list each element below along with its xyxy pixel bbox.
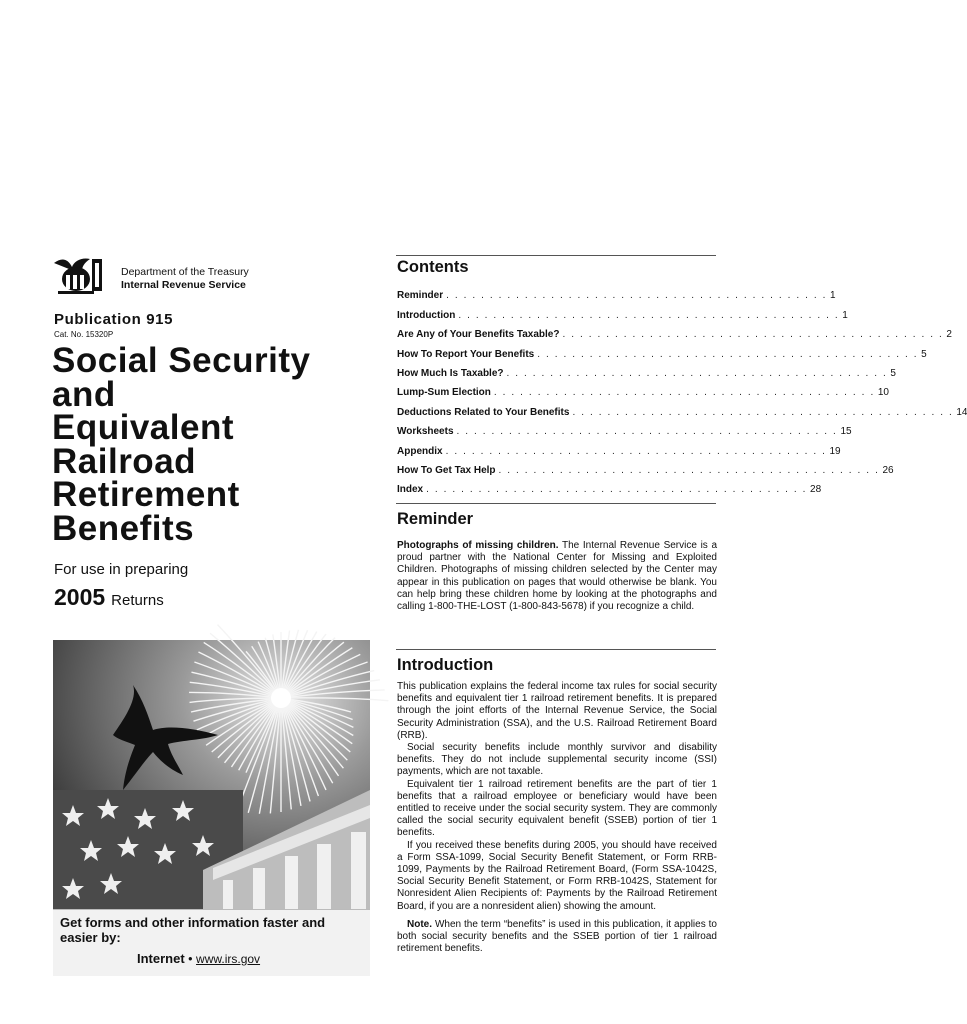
internet-line — [137, 951, 260, 966]
toc-label: Lump-Sum Election — [397, 387, 491, 399]
toc-leader-dots: . . . . . . . . . . . . . . . . . . . . . . . . . . . . . . . . . . . . . . . . . . . . — [456, 426, 838, 438]
returns-label: Returns — [111, 592, 164, 609]
toc-label: Are Any of Your Benefits Taxable? — [397, 329, 560, 341]
title-line: Equivalent — [52, 408, 234, 447]
note-label: Note. — [407, 918, 432, 930]
toc-page-number: 26 — [882, 464, 894, 476]
toc-page-number: 5 — [890, 367, 896, 379]
title-line: Social Security — [52, 341, 311, 380]
irs-website-link[interactable]: www.irs.gov — [196, 952, 261, 966]
toc-page-number: 14 — [956, 406, 967, 418]
contents-heading: Contents — [397, 258, 469, 276]
note-text: When the term “benefits” is used in this publication, it applies to both social security benefits and the SSEB portion of tier 1 railroad retirement benefits. — [397, 918, 717, 955]
publication-number: Publication 915 — [54, 311, 174, 328]
section-divider — [396, 255, 716, 256]
get-forms-box — [53, 909, 370, 976]
toc-row[interactable] — [397, 418, 852, 438]
reminder-lead: Photographs of missing children. — [397, 540, 559, 551]
tax-year: 2005 — [54, 584, 106, 610]
note-paragraph — [397, 919, 717, 956]
intro-paragraph: Equivalent tier 1 railroad retirement benefits are the part of tier 1 benefits that a railroad employee or beneficiary would have been entitled to receive under the social security system. They are commonly called the social security equivalent benefit (SSEB) portion of tier 1 benefits. — [397, 778, 717, 839]
toc-label: How Much Is Taxable? — [397, 367, 504, 379]
department-name: Department of the Treasury — [121, 266, 249, 278]
toc-leader-dots: . . . . . . . . . . . . . . . . . . . . . . . . . . . . . . . . . . . . . . . . . . . . — [445, 445, 827, 457]
agency-name: Internal Revenue Service — [121, 278, 246, 291]
reminder-paragraph — [397, 540, 717, 613]
fireworks-center — [271, 688, 291, 708]
toc-page-number: 1 — [830, 290, 836, 302]
toc-row[interactable] — [397, 379, 889, 399]
tax-year-line — [54, 584, 164, 611]
toc-label: Introduction — [397, 309, 456, 321]
toc-row[interactable] — [397, 301, 848, 321]
intro-paragraph: Social security benefits include monthly survivor and disability benefits. They do not include supplemental security income (SSI) payments, which are not taxable. — [397, 742, 717, 778]
toc-label: Deductions Related to Your Benefits — [397, 406, 570, 418]
get-forms-text: Get forms and other information faster and easier by: — [60, 915, 326, 945]
toc-leader-dots: . . . . . . . . . . . . . . . . . . . . . . . . . . . . . . . . . . . . . . . . . . . . — [506, 367, 888, 379]
table-of-contents — [397, 282, 967, 496]
reminder-heading: Reminder — [397, 510, 474, 528]
title-line: and — [52, 374, 116, 414]
title-line: Retirement — [52, 475, 240, 514]
toc-label: How To Get Tax Help — [397, 464, 496, 476]
toc-page-number: 2 — [946, 329, 952, 341]
toc-page-number: 28 — [810, 484, 822, 496]
toc-label: Reminder — [397, 290, 444, 302]
toc-row[interactable] — [397, 360, 896, 379]
intro-paragraph: If you received these benefits during 2005, you should have received a Form SSA-1099, Social Security Benefit Statement, or Form RRB-1099, Payments by the Railroad Retirement Board, (Form SSA-1042S, Social Security Benefit Statement, or Form RRB-1042S, Statement for Nonresident Alien Recipients of: Payments by the Railroad Retirement Board, if you are a nonresident alien) showing the amount. — [397, 839, 717, 912]
reminder-text: The Internal Revenue Service is a proud partner with the National Center for Missing and Exploited Children. Photographs of missing children selected by the Center may appear in this publication on pages that would otherwise be blank. You can help bring these children home by looking at the photographs and calling 1-800-THE-LOST (1-800-843-5678) if you recognize a child. — [397, 540, 718, 613]
bullet: • — [188, 952, 193, 966]
toc-leader-dots: . . . . . . . . . . . . . . . . . . . . . . . . . . . . . . . . . . . . . . . . . . . . — [572, 406, 954, 418]
cover-photo — [53, 640, 370, 909]
for-use-text: For use in preparing — [54, 561, 189, 578]
toc-row[interactable] — [397, 476, 822, 496]
toc-leader-dots: . . . . . . . . . . . . . . . . . . . . . . . . . . . . . . . . . . . . . . . . . . . . — [446, 290, 828, 302]
section-divider — [396, 649, 716, 650]
toc-page-number: 19 — [829, 445, 841, 457]
intro-paragraph: This publication explains the federal income tax rules for social security benefits and equivalent tier 1 railroad retirement benefits. It is prepared through the joint efforts of the Internal Revenue Service, the Social Security Administration (SSA), and the U.S. Railroad Retirement Board (RRB). — [397, 681, 717, 741]
toc-leader-dots: . . . . . . . . . . . . . . . . . . . . . . . . . . . . . . . . . . . . . . . . . . . . — [426, 484, 808, 496]
toc-label: Appendix — [397, 445, 443, 457]
toc-leader-dots: . . . . . . . . . . . . . . . . . . . . . . . . . . . . . . . . . . . . . . . . . . . . — [562, 329, 944, 341]
title-line: Benefits — [52, 508, 195, 548]
toc-page-number: 10 — [877, 387, 889, 399]
toc-page-number: 15 — [840, 426, 852, 438]
introduction-body — [397, 681, 717, 955]
document-title — [52, 341, 311, 548]
catalog-number: Cat. No. 15320P — [54, 330, 114, 339]
toc-row[interactable] — [397, 398, 967, 418]
section-divider — [396, 503, 716, 504]
toc-page-number: 1 — [842, 309, 848, 321]
toc-leader-dots: . . . . . . . . . . . . . . . . . . . . . . . . . . . . . . . . . . . . . . . . . . . . — [498, 464, 880, 476]
introduction-heading: Introduction — [397, 656, 494, 674]
toc-label: Index — [397, 484, 424, 496]
toc-leader-dots: . . . . . . . . . . . . . . . . . . . . . . . . . . . . . . . . . . . . . . . . . . . . — [458, 309, 840, 321]
toc-label: Worksheets — [397, 426, 454, 438]
cover-illustration — [53, 640, 370, 909]
toc-leader-dots: . . . . . . . . . . . . . . . . . . . . . . . . . . . . . . . . . . . . . . . . . . . . — [493, 387, 875, 399]
toc-row[interactable] — [397, 321, 952, 341]
toc-page-number: 5 — [921, 348, 927, 360]
irs-eagle-logo-icon — [52, 255, 104, 295]
toc-row[interactable] — [397, 457, 894, 476]
toc-row[interactable] — [397, 340, 927, 360]
toc-row[interactable] — [397, 282, 836, 302]
toc-label: How To Report Your Benefits — [397, 348, 535, 360]
toc-leader-dots: . . . . . . . . . . . . . . . . . . . . . . . . . . . . . . . . . . . . . . . . . . . . — [537, 348, 919, 360]
title-line: Railroad — [52, 441, 197, 481]
internet-label: Internet — [137, 951, 185, 966]
toc-row[interactable] — [397, 437, 841, 457]
department-block — [121, 266, 249, 291]
